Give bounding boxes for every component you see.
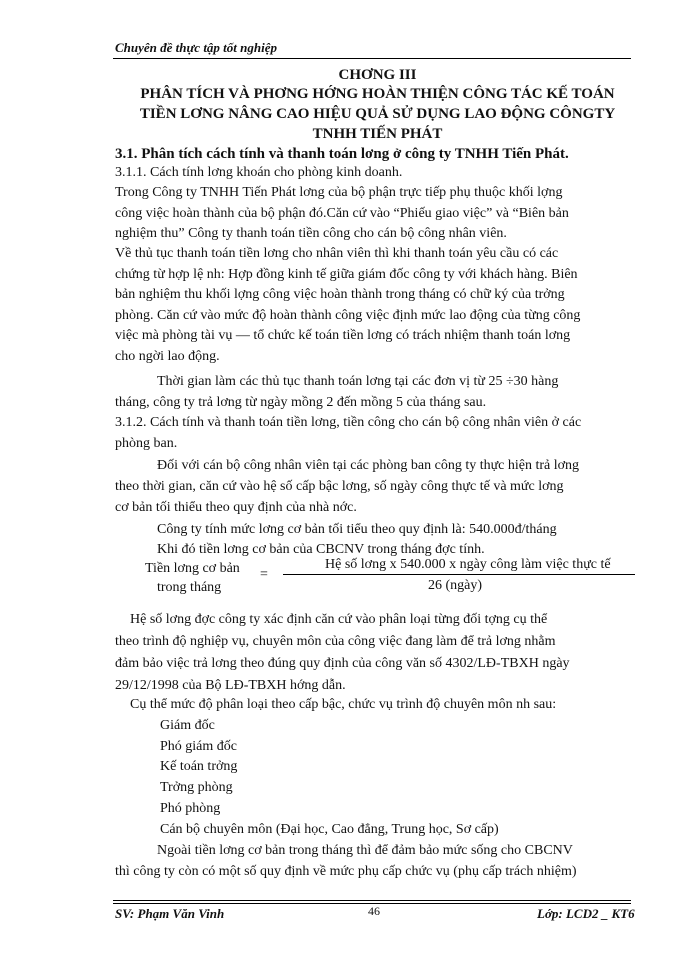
body-line: Cụ thể mức độ phân loại theo cấp bậc, chức vụ trình độ chuyên môn nh sau: [130,697,557,712]
body-line: 29/12/1998 của Bộ LĐ-TBXH hớng dẫn. [115,678,346,693]
chapter-title-line-1: PHÂN TÍCH VÀ PHƠNG HỚNG HOÀN THIỆN CÔNG TÁC KẾ TOÁN [140,86,615,102]
body-line: việc mà phòng tài vụ — tổ chức kế toán tiền lơng có trách nhiệm thanh toán lơng [115,328,571,343]
body-line: chứng từ hợp lệ nh: Hợp đồng kinh tế giữa giám đốc công ty với khách hàng. Biên [115,267,578,282]
body-line: cho ngời lao động. [115,349,220,364]
header-rule [113,58,631,59]
body-line: bản nghiệm thu khối lợng công việc hoàn thành trong tháng có chữ ký của trởng [115,287,565,302]
body-line: phòng. Căn cứ vào mức độ hoàn thành công việc định mức lao động của từng công [115,308,581,323]
footer-rule-top [113,900,631,901]
body-line: Đối với cán bộ công nhân viên tại các phòng ban công ty thực hiện trả lơng [157,458,580,473]
chapter-title-line-3: TNHH TIẾN PHÁT [312,126,443,142]
body-line: 3.1.2. Cách tính và thanh toán tiền lơng, tiền công cho cán bộ công nhân viên ở các [115,415,582,430]
body-line: theo thời gian, căn cứ vào hệ số cấp bậc lơng, số ngày công thực tế và mức lơng [115,479,564,494]
role-list-item: Giám đốc [160,718,215,733]
role-list-item: Kế toán trởng [160,759,238,774]
running-header: Chuyên đề thực tập tốt nghiệp [115,40,277,55]
formula-lhs-line-2: trong tháng [157,580,222,595]
formula-denominator: 26 (ngày) [428,578,483,593]
role-list-item: Phó giám đốc [160,739,237,754]
role-list-item: Trởng phòng [160,780,233,795]
body-line: công việc hoàn thành của bộ phận đó.Căn cứ vào “Phiếu giao việc” và “Biên bản [115,206,569,221]
body-line: theo trình độ nghiệp vụ, chuyên môn của công việc đang làm để trả lơng nhằm [115,634,556,649]
formula-fraction-bar [283,574,635,575]
body-line: Khi đó tiền lơng cơ bản của CBCNV trong tháng đợc tính. [157,542,485,557]
formula-equals: = [260,567,268,582]
footer-class: Lớp: LCD2 _ KT6 [537,906,635,921]
body-line: thì công ty còn có một số quy định về mức phụ cấp chức vụ (phụ cấp trách nhiệm) [115,864,577,879]
section-heading: 3.1. Phân tích cách tính và thanh toán lơng ở công ty TNHH Tiến Phát. [115,146,569,162]
body-line: Hệ số lơng đợc công ty xác định căn cứ vào phân loại từng đối tợng cụ thể [130,612,548,627]
formula-lhs-line-1: Tiền lơng cơ bản [145,561,240,576]
body-line: cơ bản tối thiểu theo quy định của nhà nớc. [115,500,357,515]
body-line: đảm bảo việc trả lơng theo đúng quy định của công văn số 4302/LĐ-TBXH ngày [115,656,570,671]
body-line: nghiệm thu” Công ty thanh toán tiền công cho cán bộ công nhân viên. [115,226,507,241]
chapter-label: CHƠNG III [338,67,417,83]
formula-numerator: Hệ số lơng x 540.000 x ngày công làm việc thực tế [325,557,611,572]
page-number: 46 [368,904,380,918]
body-line: phòng ban. [115,436,178,451]
body-line: Ngoài tiền lơng cơ bản trong tháng thì để đảm bảo mức sống cho CBCNV [157,843,573,858]
role-list-item: Phó phòng [160,801,221,816]
role-list-item: Cán bộ chuyên môn (Đại học, Cao đẳng, Trung học, Sơ cấp) [160,822,499,837]
body-line: Công ty tính mức lơng cơ bản tối tiểu theo quy định là: 540.000đ/tháng [157,522,557,537]
body-line: tháng, công ty trả lơng từ ngày mồng 2 đến mồng 5 của tháng sau. [115,395,487,410]
footer-student-name: SV: Phạm Văn Vinh [115,906,225,921]
body-line: Trong Công ty TNHH Tiến Phát lơng của bộ phận trực tiếp phụ thuộc khối lợng [115,185,563,200]
body-line: 3.1.1. Cách tính lơng khoán cho phòng kinh doanh. [115,165,403,180]
chapter-title-line-2: TIỀN LƠNG NÂNG CAO HIỆU QUẢ SỬ DỤNG LAO ĐỘNG CÔNGTY [139,106,616,122]
body-line: Thời gian làm các thủ tục thanh toán lơng tại các đơn vị từ 25 ÷30 hàng [157,374,559,389]
body-line: Về thủ tục thanh toán tiền lơng cho nhân viên thì khi thanh toán yêu cầu có các [115,246,559,261]
